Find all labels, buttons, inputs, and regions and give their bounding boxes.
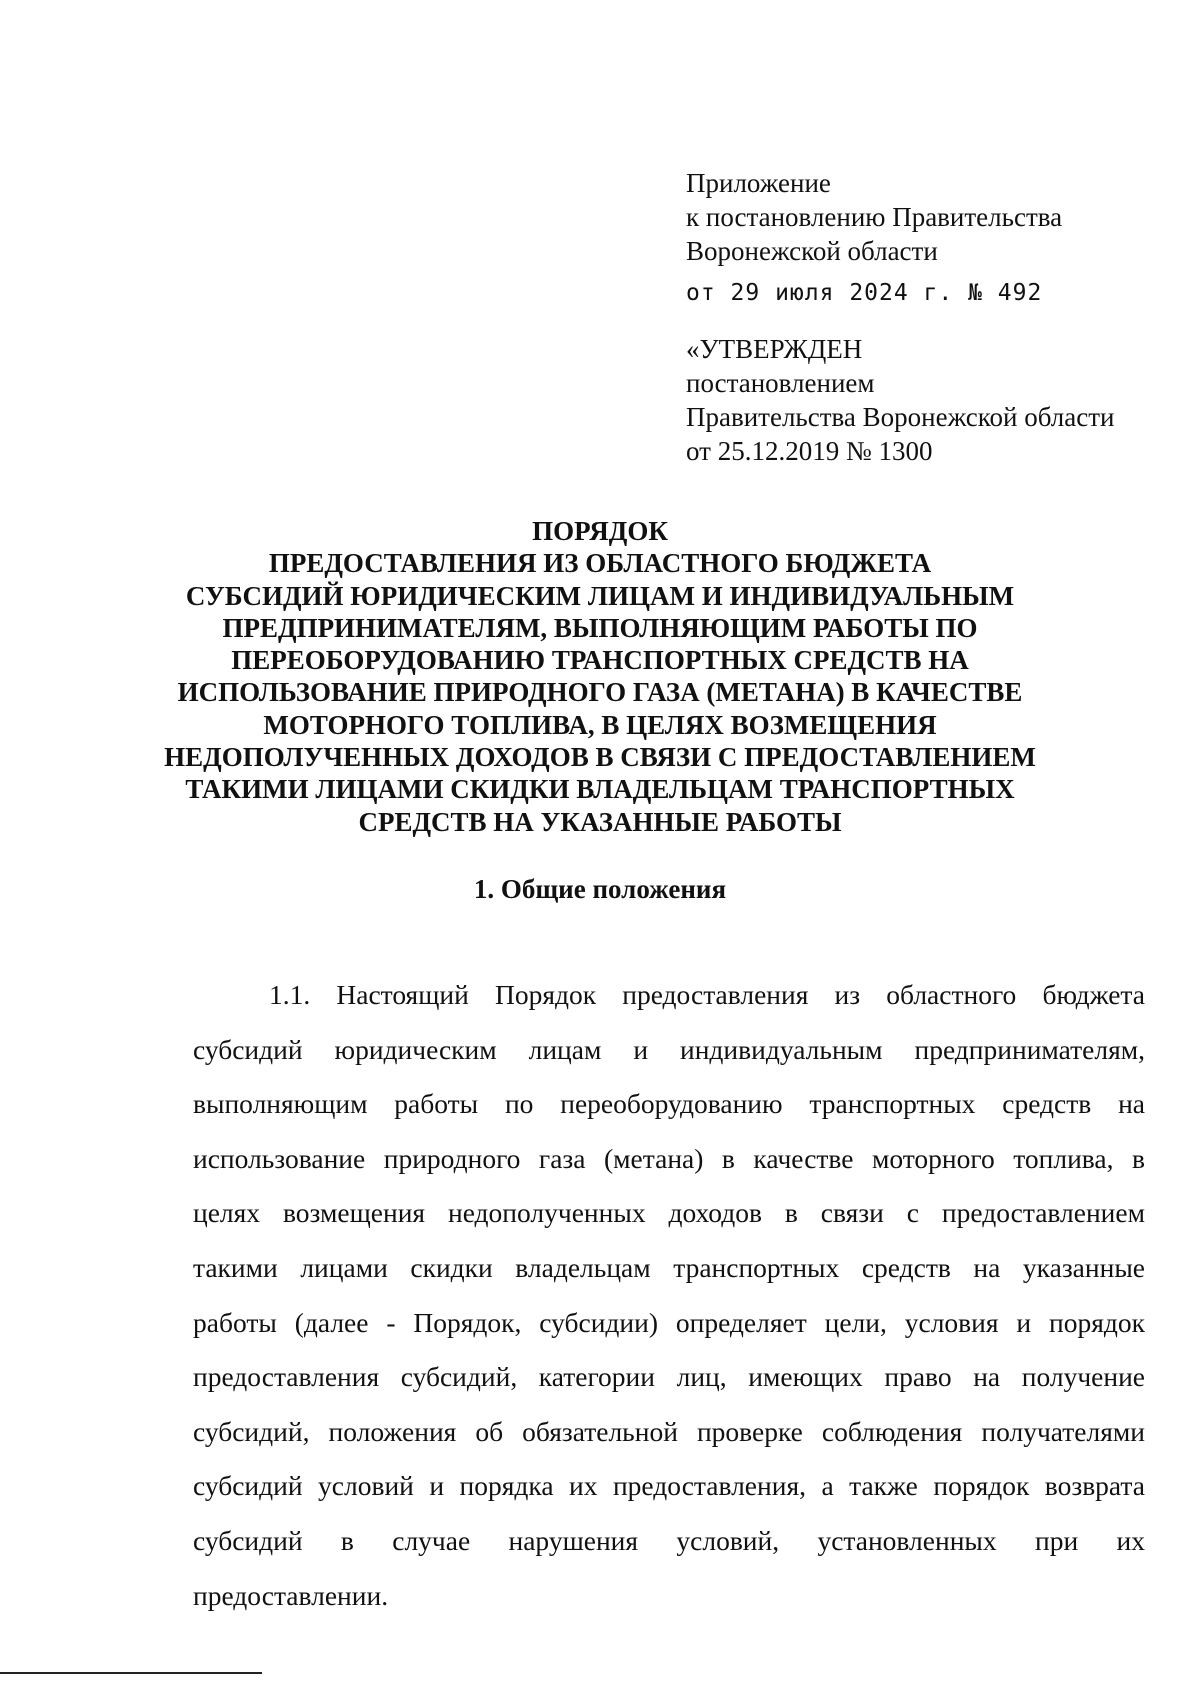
paragraph-line: 1.1. Настоящий Порядок предоставления из областного бюджета xyxy=(269,979,1145,1010)
footer-separator-line xyxy=(0,1672,262,1674)
title-line: ИСПОЛЬЗОВАНИЕ ПРИРОДНОГО ГАЗА (МЕТАНА) В КАЧЕСТВЕ xyxy=(177,677,1023,708)
approval-line: от 25.12.2019 № 1300 xyxy=(686,436,933,466)
paragraph-line: такими лицами скидки владельцам транспортных средств на указанные xyxy=(193,1251,1145,1283)
paragraph-1-1 xyxy=(193,968,1145,1623)
title-line: СРЕДСТВ НА УКАЗАННЫЕ РАБОТЫ xyxy=(358,806,842,837)
appendix-line: к постановлению Правительства xyxy=(686,202,1063,232)
approval-line: Правительства Воронежской области xyxy=(686,402,1115,432)
decree-date-number: от 29 июля 2024 г. № 492 xyxy=(686,280,1043,306)
title-line: СУБСИДИЙ ЮРИДИЧЕСКИМ ЛИЦАМ И ИНДИВИДУАЛЬНЫМ xyxy=(185,580,1015,611)
approval-stamp-text xyxy=(686,332,1114,468)
paragraph-line: субсидий условий и порядка их предоставления, а также порядок возврата xyxy=(193,1470,1145,1502)
approval-line: постановлением xyxy=(686,368,875,398)
title-line: МОТОРНОГО ТОПЛИВА, В ЦЕЛЯХ ВОЗМЕЩЕНИЯ xyxy=(263,709,937,740)
title-line: НЕДОПОЛУЧЕННЫХ ДОХОДОВ В СВЯЗИ С ПРЕДОСТАВЛЕНИЕМ xyxy=(164,742,1036,773)
title-line: ТАКИМИ ЛИЦАМИ СКИДКИ ВЛАДЕЛЬЦАМ ТРАНСПОРТНЫХ xyxy=(185,774,1015,805)
paragraph-line: субсидий в случае нарушения условий, установленных при их xyxy=(193,1524,1145,1556)
paragraph-line: работы (далее - Порядок, субсидии) определяет цели, условия и порядок xyxy=(193,1306,1145,1338)
appendix-line: Воронежской области xyxy=(686,236,938,266)
paragraph-line: использование природного газа (метана) в качестве моторного топлива, в xyxy=(193,1142,1145,1174)
paragraph-line: выполняющим работы по переоборудованию транспортных средств на xyxy=(193,1088,1145,1120)
paragraph-line: предоставлении. xyxy=(193,1579,389,1611)
appendix-line: Приложение xyxy=(686,168,831,198)
title-line: ПРЕДПРИНИМАТЕЛЯМ, ВЫПОЛНЯЮЩИМ РАБОТЫ ПО xyxy=(222,612,978,643)
paragraph-line: субсидий юридическим лицам и индивидуальным предпринимателям, xyxy=(193,1033,1145,1065)
section-heading: 1. Общие положения xyxy=(473,874,727,904)
title-line: ПЕРЕОБОРУДОВАНИЮ ТРАНСПОРТНЫХ СРЕДСТВ НА xyxy=(231,645,969,676)
document-title xyxy=(0,515,1200,838)
appendix-header xyxy=(686,166,1062,268)
paragraph-line: субсидий, положения об обязательной проверке соблюдения получателями xyxy=(193,1415,1145,1447)
title-line: ПРЕДОСТАВЛЕНИЯ ИЗ ОБЛАСТНОГО БЮДЖЕТА xyxy=(268,548,932,579)
paragraph-line: предоставления субсидий, категории лиц, имеющих право на получение xyxy=(193,1361,1145,1393)
paragraph-line: целях возмещения недополученных доходов в связи с предоставлением xyxy=(193,1197,1145,1229)
approval-line: «УТВЕРЖДЕН xyxy=(686,334,863,364)
title-line: ПОРЯДОК xyxy=(532,516,668,546)
